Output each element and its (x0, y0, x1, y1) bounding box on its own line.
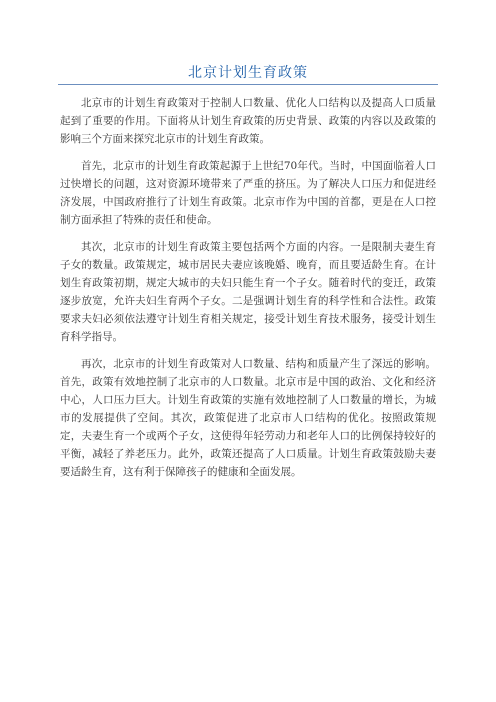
paragraph-content: 其次，北京市的计划生育政策主要包括两个方面的内容。一是限制夫妻生育子女的数量。政策规定，城市居民夫妻应该晚婚、晚育，而且要适龄生育。在计划生育政策初期，规定大城市的夫妇只能生育一个子女。随着时代的变迁，政策逐步放宽，允许夫妇生育两个子女。二是强调计划生育的科学性和合法性。政策要求夫妇必须依法遵守计划生育相关规定，接受计划生育技术服务，接受计划生育科学指导。 (60, 241, 436, 343)
document-title: 北京计划生育政策 (188, 65, 308, 81)
paragraph-history: 首先，北京市的计划生育政策起源于上世纪70年代。当时，中国面临着人口过快增长的问题，这对资源环境带来了严重的挤压。为了解决人口压力和促进经济发展，中国政府推行了计划生育政策。北京市作为中国的首都，更是在人口控制方面承担了特殊的责任和使命。 (60, 160, 436, 226)
paragraph-impact: 再次，北京市的计划生育政策对人口数量、结构和质量产生了深远的影响。首先，政策有效地控制了北京市的人口数量。北京市是中国的政治、文化和经济中心，人口压力巨大。计划生育政策的实施有效地控制了人口数量的增长，为城市的发展提供了空间。其次，政策促进了北京市人口结构的优化。按照政策规定，夫妻生育一个或两个子女，这使得年轻劳动力和老年人口的比例保持较好的平衡，减轻了养老压力。此外，政策还提高了人口质量。计划生育政策鼓励夫妻要适龄生育，这有利于保障孩子的健康和全面发展。 (60, 358, 436, 478)
document-body (60, 94, 436, 490)
title-divider (58, 84, 438, 85)
paragraph-intro: 北京市的计划生育政策对于控制人口数量、优化人口结构以及提高人口质量起到了重要的作用。下面将从计划生育政策的历史背景、政策的内容以及政策的影响三个方面来探究北京市的计划生育政策。 (60, 97, 436, 145)
